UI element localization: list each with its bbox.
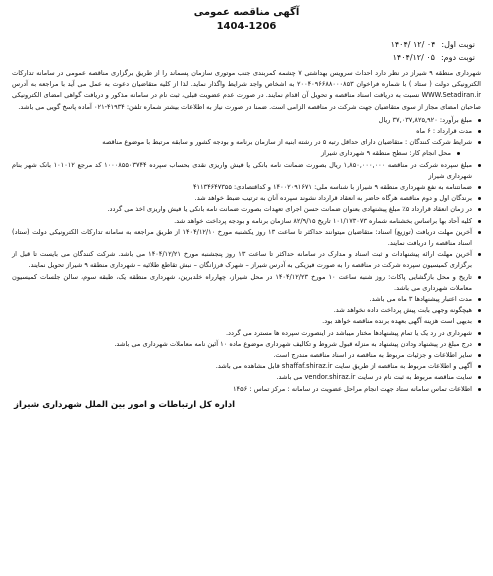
condition-text: آگهی و اطلاعات مربوط به مناقصه از طریق سایت shaffaf.shiraz.ir قابل مشاهده می باشد. [215,362,472,371]
bullet-icon [478,320,481,323]
bullet-icon [478,186,481,189]
second-publication-label: نوبت دوم: [440,53,475,62]
second-publication-row [345,51,475,64]
bullet-icon [478,197,481,200]
second-publication-date: ۱۴۰۴/۱۲/ ۰۵ [392,53,435,62]
bullet-icon [478,332,481,335]
first-publication-date: ۱۴۰۴/ ۱۲/ ۰۴ [390,40,436,49]
condition-text: درج مبلغ در پیشنهاد ودادن پیشنهاد به منزله قبول شروط و تکالیف شهرداری موضوع ماده ۱۰ آئین نامه معاملات شهرداری می باشد. [114,339,472,348]
condition-item [12,361,481,372]
bullet-icon [478,208,481,211]
condition-text: مبلغ سپرده شرکت در مناقصه ۱,۸۵۰,۰۰۰,۰۰۰ ریال بصورت ضمانت نامه بانکی یا فیش واریزی نقدی بحساب سپرده ۱۰۰۰۸۵۵۰۳۷۴۴ کد مرجع ۱۰۱۰۱۲ بانک شهر بنام شهرداری شیراز [12,160,472,180]
condition-text: شرایط شرکت کنندگان : متقاضیان دارای حداقل رتبه ۵ در رشته ابنیه از سازمان برنامه و بودجه کشور و سابقه مرتبط با موضوع مناقصه [102,138,472,147]
bullet-icon [478,253,481,256]
bullet-icon [478,130,481,133]
bullet-icon [478,388,481,391]
bullet-icon [478,164,481,167]
tender-notice-page [12,6,481,570]
bullet-icon [478,298,481,301]
condition-item [12,148,481,159]
condition-text: اطلاعات تماس سامانه ستاد جهت انجام مراحل عضویت در سامانه : مرکز تماس : ۱۴۵۶ [233,384,472,393]
condition-item [12,126,481,137]
condition-text: بدیهی است هزینه آگهی بعهده برنده مناقصه خواهد بود. [322,317,472,326]
condition-item [12,227,481,249]
conditions-list [12,115,481,395]
condition-text: در زمان انعقاد قرارداد ۵٪ مبلغ پیشنهادی بعنوان ضمانت حسن اجرای تعهدات بصورت ضمانت نامه بانکی یا فیش واریزی اخذ می گردد. [107,205,472,214]
condition-text: شهرداری در رد یک یا تمام پیشنهادها مختار میباشد در اینصورت سپرده ها مسترد می گردد. [225,328,472,337]
bullet-icon [478,343,481,346]
condition-item [12,115,481,126]
bullet-icon [478,141,481,144]
bullet-icon [478,354,481,357]
condition-text: سایر اطلاعات و جزئیات مربوط به مناقصه در اسناد مناقصه مندرج است. [273,351,472,360]
condition-text: ضمانتنامه به نفع شهرداری منطقه ۹ شیراز با شناسه ملی: ۱۴۰۰۲۰۹۱۶۷۱ و کداقتصادی: ۴۱۱۳۴۶۴۷۳۵۵ [192,183,472,192]
condition-item [12,249,481,271]
condition-item [12,193,481,204]
condition-text: آخرین مهلت دریافت (توزیع) اسناد: متقاضیان میتوانند حداکثر تا ساعت ۱۳ روز یکشنبه مورخ ۱۴۰۴/۱۲/۱۰ از طریق مراجعه به سامانه تدارکات الکترونیکی دولت (ستاد) اسناد مناقصه را دریافت نمایند. [12,227,472,248]
condition-text: مدت قرارداد : ۶ ماه [416,127,472,136]
condition-item [12,316,481,327]
condition-text: سایت مناقصه مربوط به ثبت نام در سایت vendor.shiraz.ir می باشد. [276,373,472,382]
bullet-icon [478,231,481,234]
bullet-icon [478,365,481,368]
condition-item [12,272,481,294]
condition-item [12,137,481,148]
bullet-icon [457,152,460,155]
condition-text: کلیه آحاد بها براساس بخشنامه شماره ۱۰۱/۱۷۳۰۷۳ تاریخ ۸۲/۹/۱۵ سازمان برنامه و بودجه پرداخت خواهد شد. [174,216,472,225]
notice-number: 1404-1206 [216,21,277,32]
condition-text: برندگان اول و دوم مناقصه هرگاه حاضر به انعقاد قرارداد نشوند سپرده آنان به ترتیب ضبط خواهد شد. [194,194,472,203]
condition-text: مدت اعتبار پیشنهادها ۳ ماه می باشد. [369,295,472,304]
condition-item [12,182,481,193]
condition-item [12,216,481,227]
condition-item [12,384,481,395]
publication-dates [345,38,475,64]
bullet-icon [478,220,481,223]
condition-text: تاریخ و محل بازگشایی پاکات: روز شنبه ساعت ۱۰ مورخ ۱۴۰۴/۱۲/۲۳ در محل شیراز، چهارراه خلدبرین، شهرداری منطقه یک، طبقه سوم، سالن جلسات کمیسیون معاملات شهرداری می باشد. [12,272,472,292]
intro-paragraph: شهرداری منطقه ۹ شیراز در نظر دارد احداث سرویس بهداشتی ۷ چشمه کمربندی جنب موتوری سازمان پسماند را از طریق برگزاری مناقصه عمومی در سامانه تدارکات الکترونیکی دولت ( ستاد ) با شماره فراخوان ۲۰۰۴۰۹۶۶۸۸۰۰۰۸۵۳ به اشخاص واجد شرایط واگذار نماید. لذا از کلیه متقاضیان دعوت به عمل می آید با مراجعه به آدرس WWW.Setadiran.ir نسبت به دریافت اسناد مناقصه و تحویل آن اقدام نمایند. در صورت عدم عضویت قبلی، ثبت نام در سامانه مذکور و دریافت گواهی امضای الکترونیکی صاحبان امضای مجاز از سوی متقاضیان جهت شرکت در مناقصه الزامی است. ضمنا در صورت نیاز به اطلاعات بیشتر شماره تلفن: ۴۱۹۳۴-۰۲۱ آماده پاسخ گویی می باشد. [12,69,481,111]
condition-text: محل انجام کار: سطح منطقه ۹ شهرداری شیراز [320,149,451,158]
condition-item [12,350,481,361]
issuer-signature: اداره کل ارتباطات و امور بین الملل شهرداری شیراز [14,399,236,410]
bullet-icon [478,276,481,279]
condition-item [12,305,481,316]
notice-title: آگهی مناقصه عمومی [193,7,300,18]
condition-text: مبلغ برآورد: ۳۷,۰۳۷,۸۲۵,۹۲۰ ریال [378,115,472,124]
condition-item [12,294,481,305]
condition-item [12,372,481,383]
condition-item [12,328,481,339]
bullet-icon [478,119,481,122]
bullet-icon [478,309,481,312]
bullet-icon [478,376,481,379]
condition-item [12,160,481,182]
condition-text: هیچگونه وجهی بابت پیش پرداخت داده نخواهد شد. [333,306,472,315]
first-publication-row [345,38,475,51]
first-publication-label: نوبت اول: [441,40,475,49]
condition-item [12,204,481,215]
condition-text: آخرین مهلت ارائه پیشنهادات و ثبت اسناد و مدارک در سامانه حداکثر تا ساعت ۱۳ روز پنجشنبه مورخ ۱۴۰۴/۱۲/۲۱ می باشد. شرکت کنندگان می بایست تا قبل از برگزاری کمیسیون سپرده شرکت در مناقصه را به صورت فیزیکی به آدرس شیراز – شهرک فرزانگان – نبش تقاطع طلائیه – شهرداری منطقه ۹ شیراز تحویل نمایند. [12,250,472,270]
condition-item [12,339,481,350]
